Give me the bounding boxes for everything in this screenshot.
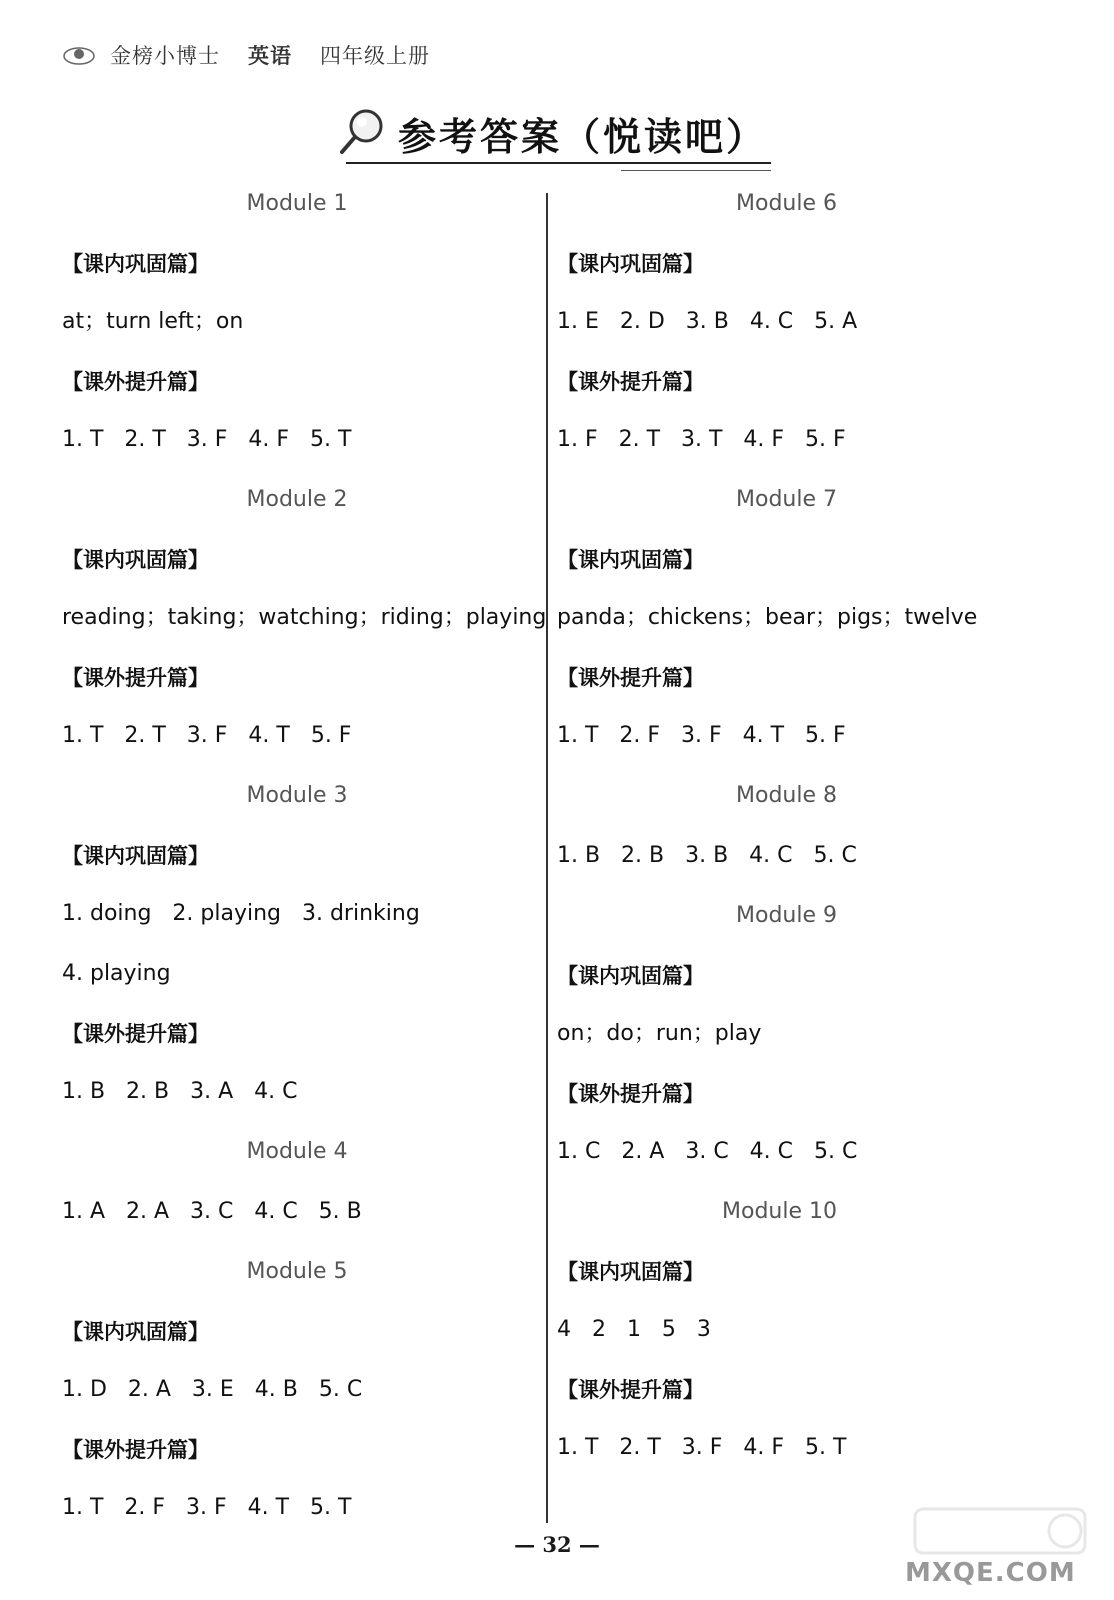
answer-line: 1. T 2. F 3. F 4. T 5. T xyxy=(62,1495,352,1520)
section-label: 【课内巩固篇】 xyxy=(557,1260,704,1284)
section-label: 【课内巩固篇】 xyxy=(557,548,704,572)
answer-line: 4. playing xyxy=(62,961,171,986)
title-underline-secondary xyxy=(621,170,771,171)
module-heading: Module 2 xyxy=(246,487,348,512)
grade-name: 四年级上册 xyxy=(320,44,430,68)
page-title: 参考答案（悦读吧） xyxy=(398,115,768,159)
section-label: 【课内巩固篇】 xyxy=(62,252,209,276)
module-heading: Module 5 xyxy=(246,1259,348,1284)
section-label: 【课外提升篇】 xyxy=(557,370,704,394)
answer-line: 1. A 2. A 3. C 4. C 5. B xyxy=(62,1199,362,1224)
module-heading: Module 9 xyxy=(736,903,837,928)
module-heading: Module 7 xyxy=(736,487,837,512)
section-label: 【课内巩固篇】 xyxy=(557,252,704,276)
section-label: 【课内巩固篇】 xyxy=(557,964,704,988)
right-column xyxy=(557,182,1037,1486)
answer-line: 1. C 2. A 3. C 4. C 5. C xyxy=(557,1139,858,1164)
title-underline xyxy=(346,162,771,164)
module-heading: Module 6 xyxy=(736,191,837,216)
answer-line: 4 2 1 5 3 xyxy=(557,1317,711,1342)
answer-line: on；do；run；play xyxy=(557,1021,762,1046)
section-label: 【课内巩固篇】 xyxy=(62,844,209,868)
page-number: — 32 — xyxy=(514,1532,600,1557)
section-label: 【课内巩固篇】 xyxy=(62,1320,209,1344)
section-label: 【课外提升篇】 xyxy=(557,666,704,690)
answer-line: 1. F 2. T 3. T 4. F 5. F xyxy=(557,427,846,452)
answer-line: 1. B 2. B 3. A 4. C xyxy=(62,1079,298,1104)
answer-line: 1. D 2. A 3. E 4. B 5. C xyxy=(62,1377,363,1402)
module-heading: Module 1 xyxy=(246,191,348,216)
section-label: 【课外提升篇】 xyxy=(62,1022,209,1046)
answer-line: 1. T 2. T 3. F 4. F 5. T xyxy=(557,1435,847,1460)
answer-line: 1. B 2. B 3. B 4. C 5. C xyxy=(557,843,857,868)
magnifier-icon xyxy=(336,104,390,158)
module-heading: Module 8 xyxy=(736,783,837,808)
module-heading: Module 4 xyxy=(246,1139,348,1164)
watermark-text: MXQE.COM xyxy=(905,1558,1076,1588)
answer-line: 1. T 2. T 3. F 4. F 5. T xyxy=(62,427,352,452)
section-label: 【课外提升篇】 xyxy=(62,1438,209,1462)
section-label: 【课外提升篇】 xyxy=(62,666,209,690)
module-heading: Module 3 xyxy=(246,783,348,808)
answer-line: panda；chickens；bear；pigs；twelve xyxy=(557,605,978,630)
module-heading: Module 10 xyxy=(722,1199,837,1224)
page-header xyxy=(62,38,458,72)
brand-logo-icon xyxy=(62,44,96,66)
answer-line: 1. doing 2. playing 3. drinking xyxy=(62,901,420,926)
title-block xyxy=(336,100,776,180)
column-divider xyxy=(546,193,548,1523)
section-label: 【课外提升篇】 xyxy=(557,1082,704,1106)
section-label: 【课内巩固篇】 xyxy=(62,548,209,572)
section-label: 【课外提升篇】 xyxy=(62,370,209,394)
left-column xyxy=(62,182,547,1546)
answer-line: 1. T 2. T 3. F 4. T 5. F xyxy=(62,723,352,748)
subject-name: 英语 xyxy=(248,44,292,68)
answer-line: reading；taking；watching；riding；playing xyxy=(62,605,547,630)
answer-line: 1. T 2. F 3. F 4. T 5. F xyxy=(557,723,846,748)
section-label: 【课外提升篇】 xyxy=(557,1378,704,1402)
brand-name: 金榜小博士 xyxy=(110,44,220,68)
answer-line: at；turn left；on xyxy=(62,309,244,334)
answer-line: 1. E 2. D 3. B 4. C 5. A xyxy=(557,309,858,334)
